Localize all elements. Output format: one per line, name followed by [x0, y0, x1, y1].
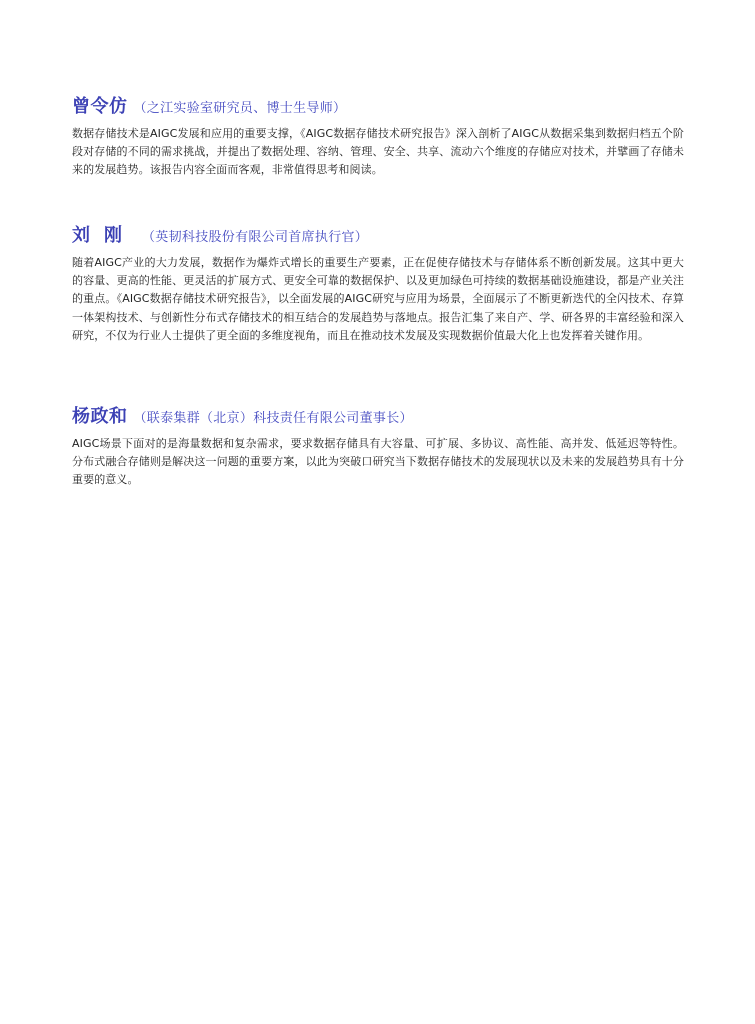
endorsement-text: AIGC场景下面对的是海量数据和复杂需求，要求数据存储具有大容量、可扩展、多协议、高性能、高并发、低延迟等特性。分布式融合存储则是解决这一问题的重要方案，以此为突破口研究当下数据存储技术的发展现状以及未来的发展趋势具有十分重要的意义。 [72, 437, 684, 487]
endorsement-text: 随着AIGC产业的大力发展，数据作为爆炸式增长的重要生产要素，正在促使存储技术与存储体系不断创新发展。这其中更大的容量、更高的性能、更灵活的扩展方式、更安全可靠的数据保护、以及更加绿色可持续的数据基础设施建设，都是产业关注的重点。《AIGC数据存储技术研究报告》，以全面发展的AIGC研究与应用为场景，全面展示了不断更新迭代的全闪技术、存算一体架构技术、与创新性分布式存储技术的相互结合的发展趋势与落地点。报告汇集了来自产、学、研各界的丰富经验和深入研究，不仅为行业人士提供了更全面的多维度视角，而且在推动技术发展及实现数据价值最大化上也发挥着关键作用。 [72, 256, 684, 342]
endorser-name: 曾令仿 [72, 96, 128, 117]
endorsement-liu-gang [72, 224, 684, 356]
endorsement-heading [72, 405, 684, 431]
endorsement-heading [72, 95, 684, 121]
endorsement-text: 数据存储技术是AIGC发展和应用的重要支撑，《AIGC数据存储技术研究报告》深入剖析了AIGC从数据采集到数据归档五个阶段对存储的不同的需求挑战，并提出了数据处理、容纳、管理、安全、共享、流动六个维度的存储应对技术，并擘画了存储未来的发展趋势。该报告内容全面而客观，非常值得思考和阅读。 [72, 127, 684, 177]
endorser-title: （英韧科技股份有限公司首席执行官） [142, 230, 369, 245]
endorser-title: （之江实验室研究员、博士生导师） [133, 101, 347, 116]
endorser-name: 刘刚 [72, 225, 136, 246]
endorsement-heading [72, 224, 684, 250]
endorsement-zeng-lingfang [72, 95, 684, 191]
endorsement-yang-zhenghe [72, 405, 684, 501]
endorser-name: 杨政和 [72, 406, 128, 427]
endorser-title: （联泰集群（北京）科技责任有限公司董事长） [133, 411, 413, 426]
